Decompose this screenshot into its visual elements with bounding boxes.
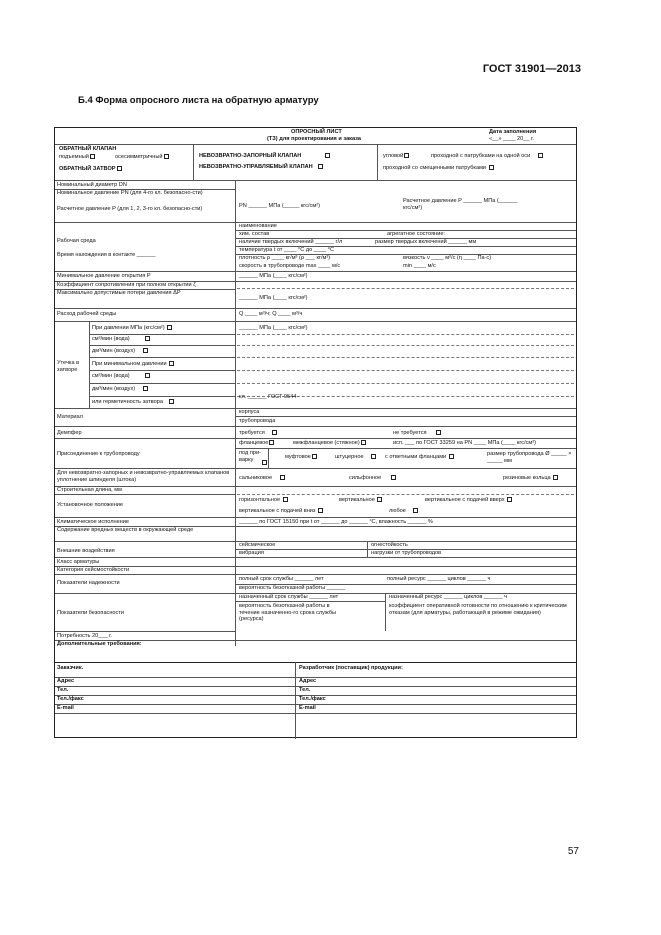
axial-label: осесимметричный [115,154,163,160]
checkbox[interactable] [538,153,543,158]
field[interactable]: сейсмическое [239,542,276,548]
row-label: Расход рабочей среды [57,311,117,317]
option-fitting[interactable] [335,454,377,461]
option-check-gate[interactable] [59,166,123,173]
leak-option[interactable] [92,373,151,380]
divider [89,370,235,371]
customer-phone-label: Тел. [57,687,69,693]
row-label: Максимально допустимые потери давления ΔP [57,290,181,296]
divider [55,686,576,687]
divider [55,557,576,558]
field[interactable]: наименование [239,223,277,229]
row-label: Коэффициент сопротивления при полном открытии ζ [57,282,196,288]
field[interactable]: назначенный ресурс ______ циклов ______ ч [389,594,508,600]
checkbox[interactable] [145,373,150,378]
option-label: сальниковое [239,475,273,481]
option-lift[interactable] [59,154,96,161]
checkbox[interactable] [262,460,267,465]
date-label: Дата заполнения [489,129,537,135]
leak-sub-label: дм³/мин (воздух) [92,386,136,392]
divider [55,486,576,487]
developer-phone-label: Тел. [299,687,311,693]
option-label: вертикальное с подачей вверх [425,497,505,503]
design-pressure-value[interactable]: Расчетное давление P ______ МПа (______ кгс/см²) [403,198,518,211]
angle-label: угловой [383,153,404,159]
field[interactable]: ______ МПа (____ кгс/см²) [239,295,308,301]
divider [377,144,378,180]
checkbox[interactable] [145,336,150,341]
leak-option[interactable] [92,325,173,332]
option-label: штуцерное [335,454,364,460]
option-label: фланцевое [239,440,269,446]
check-gate-label: ОБРАТНЫЙ ЗАТВОР [59,166,116,172]
divider [385,593,386,631]
field[interactable]: Q ____ м³/ч; Q ____ м³/ч [239,311,303,317]
divider [55,321,576,322]
option-label: под при-варку [239,450,261,463]
divider [295,662,296,739]
option-label: горизонтальное [239,497,281,503]
customer-fax-label: Тел./факс [57,696,84,702]
field[interactable]: min ____ м/с [403,263,436,269]
divider [237,345,574,346]
option-label: любое [389,508,406,514]
divider [55,408,576,409]
option-flanged[interactable] [239,440,275,447]
checkbox[interactable] [449,454,454,459]
date-value[interactable]: «__» ____ 20__ г. [489,136,534,142]
nonreturn-control-label: НЕВОЗВРАТНО-УПРАВЛЯЕМЫЙ КЛАПАН [199,164,313,170]
divider [55,144,576,145]
field[interactable]: трубопровода [239,418,276,424]
divider [237,357,574,358]
divider [89,396,235,397]
section-title: Б.4 Форма опросного листа на обратную арматуру [78,95,319,106]
checkbox[interactable] [489,165,494,170]
check-valve-label: ОБРАТНЫЙ КЛАПАН [59,146,117,152]
divider [55,494,235,495]
checkbox[interactable] [391,475,396,480]
gost-header: ГОСТ 31901—2013 [482,63,581,75]
option-vertical-down[interactable] [239,508,324,515]
customer-email-label: E-mail [57,705,74,711]
row-label: Утечка в затворе [57,360,80,373]
field[interactable]: наличие твердых включений ______ г/л [239,239,343,245]
field[interactable]: исп. ___ по ГОСТ 33259 на PN ____ МПа (____ кгс/см²) [393,440,537,446]
row-label: Для невозвратно-запорных и невозвратно-управляемых клапанов уплотнение шпинделя (штока) [57,470,230,483]
divider [55,426,576,427]
field[interactable]: вероятность безотказной работы в течение назначенно-го срока службы (ресурса) [239,603,337,623]
row-label: Материал [57,414,83,420]
row-label: Содержание вредных веществ в окружающей среде [57,527,194,533]
divider [89,334,235,335]
column-divider [235,180,236,646]
option-through-offset[interactable] [383,165,495,172]
row-label: Показатели надежности [57,580,120,586]
option-axial[interactable] [115,154,170,161]
field[interactable]: температура t от ____ °C до ____ °C [239,247,335,253]
divider [235,601,385,602]
divider [367,541,368,557]
field[interactable]: полный срок службы ______ лет [239,576,324,582]
row-label: Присоединение к трубопроводу [57,451,140,457]
developer-email-label: E-mail [299,705,316,711]
divider [55,271,576,272]
row-label: Демпфер [57,430,82,436]
questionnaire-form [54,127,577,738]
lift-label: подъемный [59,154,89,160]
leak-option[interactable] [92,348,149,355]
nonreturn-shutoff-label: НЕВОЗВРАТНО-ЗАПОРНЫЙ КЛАПАН [199,153,302,159]
field[interactable]: назначенный срок службы ______ лет [239,594,339,600]
field[interactable]: хим. состав [239,231,270,237]
leak-option[interactable] [92,399,175,406]
checkbox[interactable] [272,430,277,435]
checkbox[interactable] [280,475,285,480]
option-coupling[interactable] [285,454,318,461]
checkbox[interactable] [169,361,174,366]
option-not-required[interactable] [393,430,442,437]
checkbox[interactable] [167,325,172,330]
divider [237,383,574,384]
row-label: Показатели безопасности [57,610,125,616]
divider [237,334,574,335]
divider [237,494,574,495]
checkbox[interactable] [143,348,148,353]
option-nonreturn-shutoff[interactable] [199,153,331,160]
option-label: муфтовое [285,454,311,460]
leak-sub-label: дм³/мин (воздух) [92,348,136,354]
checkbox[interactable] [325,153,330,158]
additional-requirements: Дополнительные требования: [57,641,142,647]
option-gland[interactable] [239,475,286,482]
option-mating-flanges[interactable] [385,454,455,461]
option-through-one-axis[interactable] [431,153,544,160]
option-label: не требуется [393,430,427,436]
row-label: Потребность 20___ г. [57,633,112,639]
field[interactable]: нагрузки от трубопроводов [371,550,442,556]
checkbox[interactable] [507,497,512,502]
option-label: вертикальное [339,497,375,503]
customer-title: Заказчик. [57,665,84,671]
checkbox[interactable] [283,497,288,502]
customer-address-label: Адрес [57,678,75,684]
row-label: Минимальное давление открытия P [57,273,151,279]
developer-fax-label: Тел./факс [299,696,326,702]
divider [55,222,576,223]
field[interactable]: коэффициент оперативной готовности по отношению к критическим отказам (для арматуры, работающей в режиме ожидания) [389,603,567,616]
option-any[interactable] [389,508,419,515]
field[interactable]: кл. ______ ГОСТ 9544 [239,394,297,400]
row-label: Установочное положение [57,502,124,508]
leak-option[interactable] [92,386,149,393]
field[interactable]: ______ по ГОСТ 15150 при t от ______ до ______ °C, влажность ______ % [239,519,433,525]
field[interactable]: размер трубопровода Ø _____ × _____ мм [487,451,572,464]
option-horizontal[interactable] [239,497,289,504]
field[interactable]: огнестойкость [371,542,408,548]
checkbox[interactable] [553,475,558,480]
checkbox[interactable] [413,508,418,513]
checkbox[interactable] [318,508,323,513]
leak-sub-label: см³/мин (вода) [92,336,130,342]
option-bellows[interactable] [349,475,397,482]
divider [237,288,574,289]
divider [55,180,576,181]
divider [55,631,235,632]
checkbox[interactable] [169,399,174,404]
developer-address-label: Адрес [299,678,317,684]
leak-sub-label: или герметичность затвора [92,399,163,405]
checkbox[interactable] [164,154,169,159]
row-label: Время нахождения в контакте ______ [57,252,156,258]
divider [237,370,574,371]
field[interactable]: вибрация [239,550,264,556]
checkbox[interactable] [371,454,376,459]
row-label: Расчетное давление P (для 1, 2, 3-го кл. безопасно-сти) [57,206,203,212]
pn-value[interactable]: PN ______ МПа (_____ кгс/см²) [239,203,320,209]
checkbox[interactable] [318,164,323,169]
field[interactable]: ______ МПа (____ кгс/см²) [239,325,308,331]
leak-sub-label: При минимальном давлении [92,361,167,367]
leak-sub-label: При давлении МПа (кгс/см²) [92,325,165,331]
option-wafer[interactable] [293,440,367,447]
checkbox[interactable] [90,154,95,159]
leak-sub-label: см³/мин (вода) [92,373,130,379]
divider [55,713,576,714]
field[interactable]: размер твердых включений ______ мм [375,239,477,245]
field[interactable]: полный ресурс ______ циклов ______ ч [387,576,491,582]
checkbox[interactable] [404,153,409,158]
option-vertical-up[interactable] [425,497,513,504]
option-label: вертикальное с подачей вниз [239,508,316,514]
row-label: Строительная длина, мм [57,487,122,493]
option-label: резиновые кольца [503,475,551,481]
divider [193,144,194,180]
checkbox[interactable] [312,454,317,459]
form-title: ОПРОСНЫЙ ЛИСТ [291,129,342,135]
row-label: Класс арматуры [57,559,100,565]
checkbox[interactable] [361,440,366,445]
field[interactable]: плотность ρ ____ кг/м³ (ρ ___ кг/м³) [239,255,331,261]
divider [235,448,576,449]
option-label: сильфонное [349,475,382,481]
option-nonreturn-control[interactable] [199,164,324,171]
divider [235,416,576,417]
checkbox[interactable] [117,166,122,171]
divider [55,308,576,309]
field[interactable]: корпуса [239,409,260,415]
developer-title: Разработчик (поставщик) продукции: [299,665,403,671]
field[interactable]: скорость в трубопроводе max ____ м/с [239,263,341,269]
divider [55,541,576,542]
form-subtitle: (ТЗ) для проектирования и заказа [267,136,361,142]
divider [89,383,235,384]
checkbox[interactable] [143,386,148,391]
field[interactable]: вязкость ν ____ м²/с (η ____ Па·с) [403,255,492,261]
divider [55,662,576,663]
option-rubber-rings[interactable] [503,475,559,482]
option-label: требуется [239,430,265,436]
divider [55,468,576,469]
row-label: Климатическое исполнение [57,519,130,525]
field[interactable]: агрегатное состояние: [387,231,445,237]
checkbox[interactable] [436,430,441,435]
option-label: межфланцевое (стяжное) [293,440,360,446]
divider [55,574,576,575]
option-vertical[interactable] [339,497,383,504]
option-angle[interactable] [383,153,410,160]
row-label: Внешние воздействия [57,548,115,554]
through-one-axis-label: проходной с патрубками на одной оси [431,153,531,159]
through-offset-label: проходной со смещенными патрубками [383,165,487,171]
field[interactable]: ______ МПа (____ кгс/см²) [239,273,308,279]
page-number: 57 [567,846,579,857]
divider [89,357,235,358]
leak-option[interactable] [92,361,175,368]
row-label: Категория сейсмостойкости [57,567,130,573]
divider [55,517,576,518]
field[interactable]: вероятность безотказной работы ______ [239,585,346,591]
divider [55,566,576,567]
checkbox[interactable] [269,440,274,445]
leak-option[interactable] [92,336,151,343]
divider [55,438,576,439]
option-required[interactable] [239,430,278,437]
divider [268,448,269,468]
row-label: Номинальный диаметр DN [57,182,127,188]
checkbox[interactable] [377,497,382,502]
divider [89,345,235,346]
row-label: Номинальное давление PN (для 4-го кл. безопасно-сти) [57,190,203,196]
row-label: Рабочая среда [57,238,96,244]
option-label: с ответными фланцами [385,454,447,460]
